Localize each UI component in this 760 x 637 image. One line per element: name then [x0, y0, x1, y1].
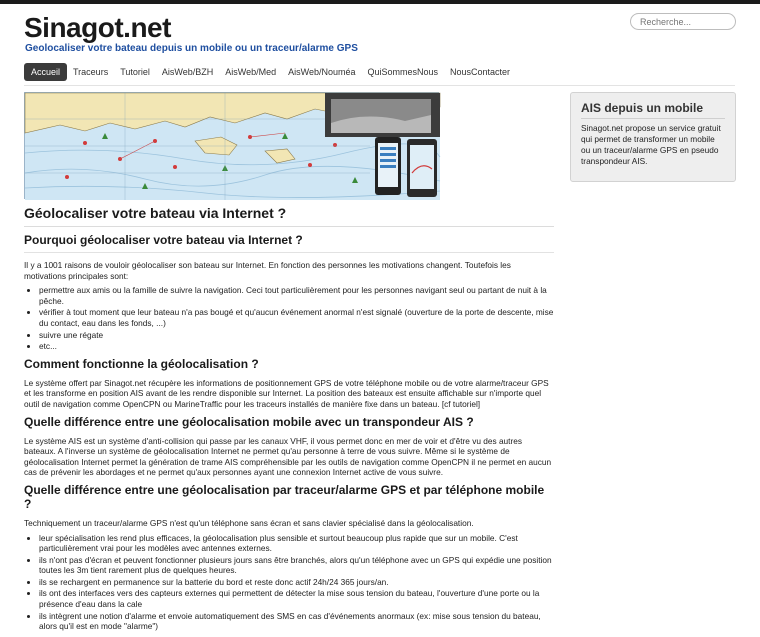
site-tagline: Geolocaliser votre bateau depuis un mobile ou un traceur/alarme GPS: [25, 43, 358, 54]
top-bar: [0, 0, 760, 4]
list-item: • etc...: [39, 341, 554, 352]
nav-item-aisweb-noumea[interactable]: AisWeb/Nouméa: [288, 67, 356, 77]
list-item: • leur spécialisation les rend plus efficaces, la géolocalisation plus sensible et surtout beaucoup plus rapide que sur un mobile. C'est particulièrement vrai pour les modèles avec antennes externes.: [39, 533, 554, 554]
list-item: • ils ont des interfaces vers des capteurs externes qui permettent de détecter la mise sous tension du bateau, l'ouverture d'une porte ou la présence d'eau dans la cale: [39, 588, 554, 609]
section-text-pourquoi: Il y a 1001 raisons de vouloir géolocaliser son bateau sur Internet. En fonction des personnes les motivations changent. Toutefois les motivations principales sont:: [24, 260, 511, 281]
section-text-ais: Le système AIS est un système d'anti-collision qui passe par les canaux VHF, il vous permet donc en mer de voir et d'être vu des autres bateaux. A l'inverse un système de géolocalisation Internet ne permet qu'au personne à terre de vous suivre. Même si le système de géolocalisation Internet permet la génération de trame AIS compréhensible par les outils de navigation comme OpenCPN il ne permet en aucun cas de prévenir les abordages et ne permet qu'aux personnes ayant une connexion Internet active de vous suivre.: [24, 435, 552, 478]
nav-item-aisweb-med[interactable]: AisWeb/Med: [225, 67, 277, 77]
list-item: • ils n'ont pas d'écran et peuvent fonctionner plusieurs jours sans être branchés, alors qu'un téléphone avec un GPS qui expédie une position toutes les 3m tient rarement plus de quelques heures.: [39, 555, 554, 576]
list-item: • suivre une régate: [39, 330, 554, 341]
page-title: Géolocaliser votre bateau via Internet ?: [24, 205, 554, 227]
search-input[interactable]: [630, 13, 736, 30]
section-text-comment: Le système offert par Sinagot.net récupère les informations de positionnement GPS de votre téléphone mobile ou de votre alarme/traceur GPS et les transforme en position AIS avant de les rendre disponible sur Internet. La position des bateaux est ensuite affichable sur n'importe quel outil de navigation comme OpenCPN ou MarineTraffic pour les traceurs installés de manière fixe dans un bateau. [cf tutoriel]: [24, 377, 549, 409]
list-item: • ils se rechargent en permanence sur la batterie du bord et reste donc actif 24h/24 365 jours/an.: [39, 577, 554, 588]
list-item: • vérifier à tout moment que leur bateau n'a pas bougé et qu'aucun événement anormal n'est signalé (ouverture de la porte de descente, mise du contact, eau dans les fonds, ...): [39, 307, 554, 328]
list-item: • permettre aux amis ou la famille de suivre la navigation. Ceci tout particulièrement pour les personnes navigant seul ou partant de nuit à la pêche.: [39, 285, 554, 306]
traceur-list: [39, 533, 554, 632]
section-text-traceur: Techniquement un traceur/alarme GPS n'est qu'un téléphone sans écran et sans clavier spécialisé dans la géolocalisation.: [24, 517, 474, 528]
section-heading-pourquoi: Pourquoi géolocaliser votre bateau via Internet ?: [24, 233, 554, 253]
nav-item-quisommesnous[interactable]: QuiSommesNous: [367, 67, 439, 77]
nav-item-nouscontacter[interactable]: NousContacter: [450, 67, 511, 77]
motivations-list: [39, 285, 554, 352]
sidebar-text: Sinagot.net propose un service gratuit qui permet de transformer un mobile ou un traceur/alarme GPS en pseudo transpondeur AIS.: [581, 123, 721, 166]
section-heading-comment: Comment fonctionne la géolocalisation ?: [24, 356, 259, 371]
list-item: • ils intègrent une notion d'alarme et envoie automatiquement des SMS en cas d'événements anormaux (ex: mise sous tension du bateau, alors qu'il est en mode "alarme"): [39, 611, 554, 632]
section-heading-ais: Quelle différence entre une géolocalisation mobile avec un transpondeur AIS ?: [24, 414, 474, 429]
site-title[interactable]: Sinagot.net: [24, 12, 171, 43]
nav-item-tutoriel[interactable]: Tutoriel: [120, 67, 150, 77]
main-content: [24, 205, 554, 637]
main-nav: [24, 63, 516, 81]
sidebar-panel: [570, 92, 736, 182]
nav-divider: [24, 85, 735, 86]
hero-chart-image: [24, 92, 439, 199]
nav-item-accueil[interactable]: Accueil: [24, 63, 67, 81]
nav-item-aisweb-bzh[interactable]: AisWeb/BZH: [161, 67, 214, 77]
section-heading-traceur: Quelle différence entre une géolocalisation par traceur/alarme GPS et par téléphone mobile ?: [24, 482, 545, 511]
nav-item-traceurs[interactable]: Traceurs: [73, 67, 109, 77]
sidebar-title: AIS depuis un mobile: [581, 101, 725, 119]
